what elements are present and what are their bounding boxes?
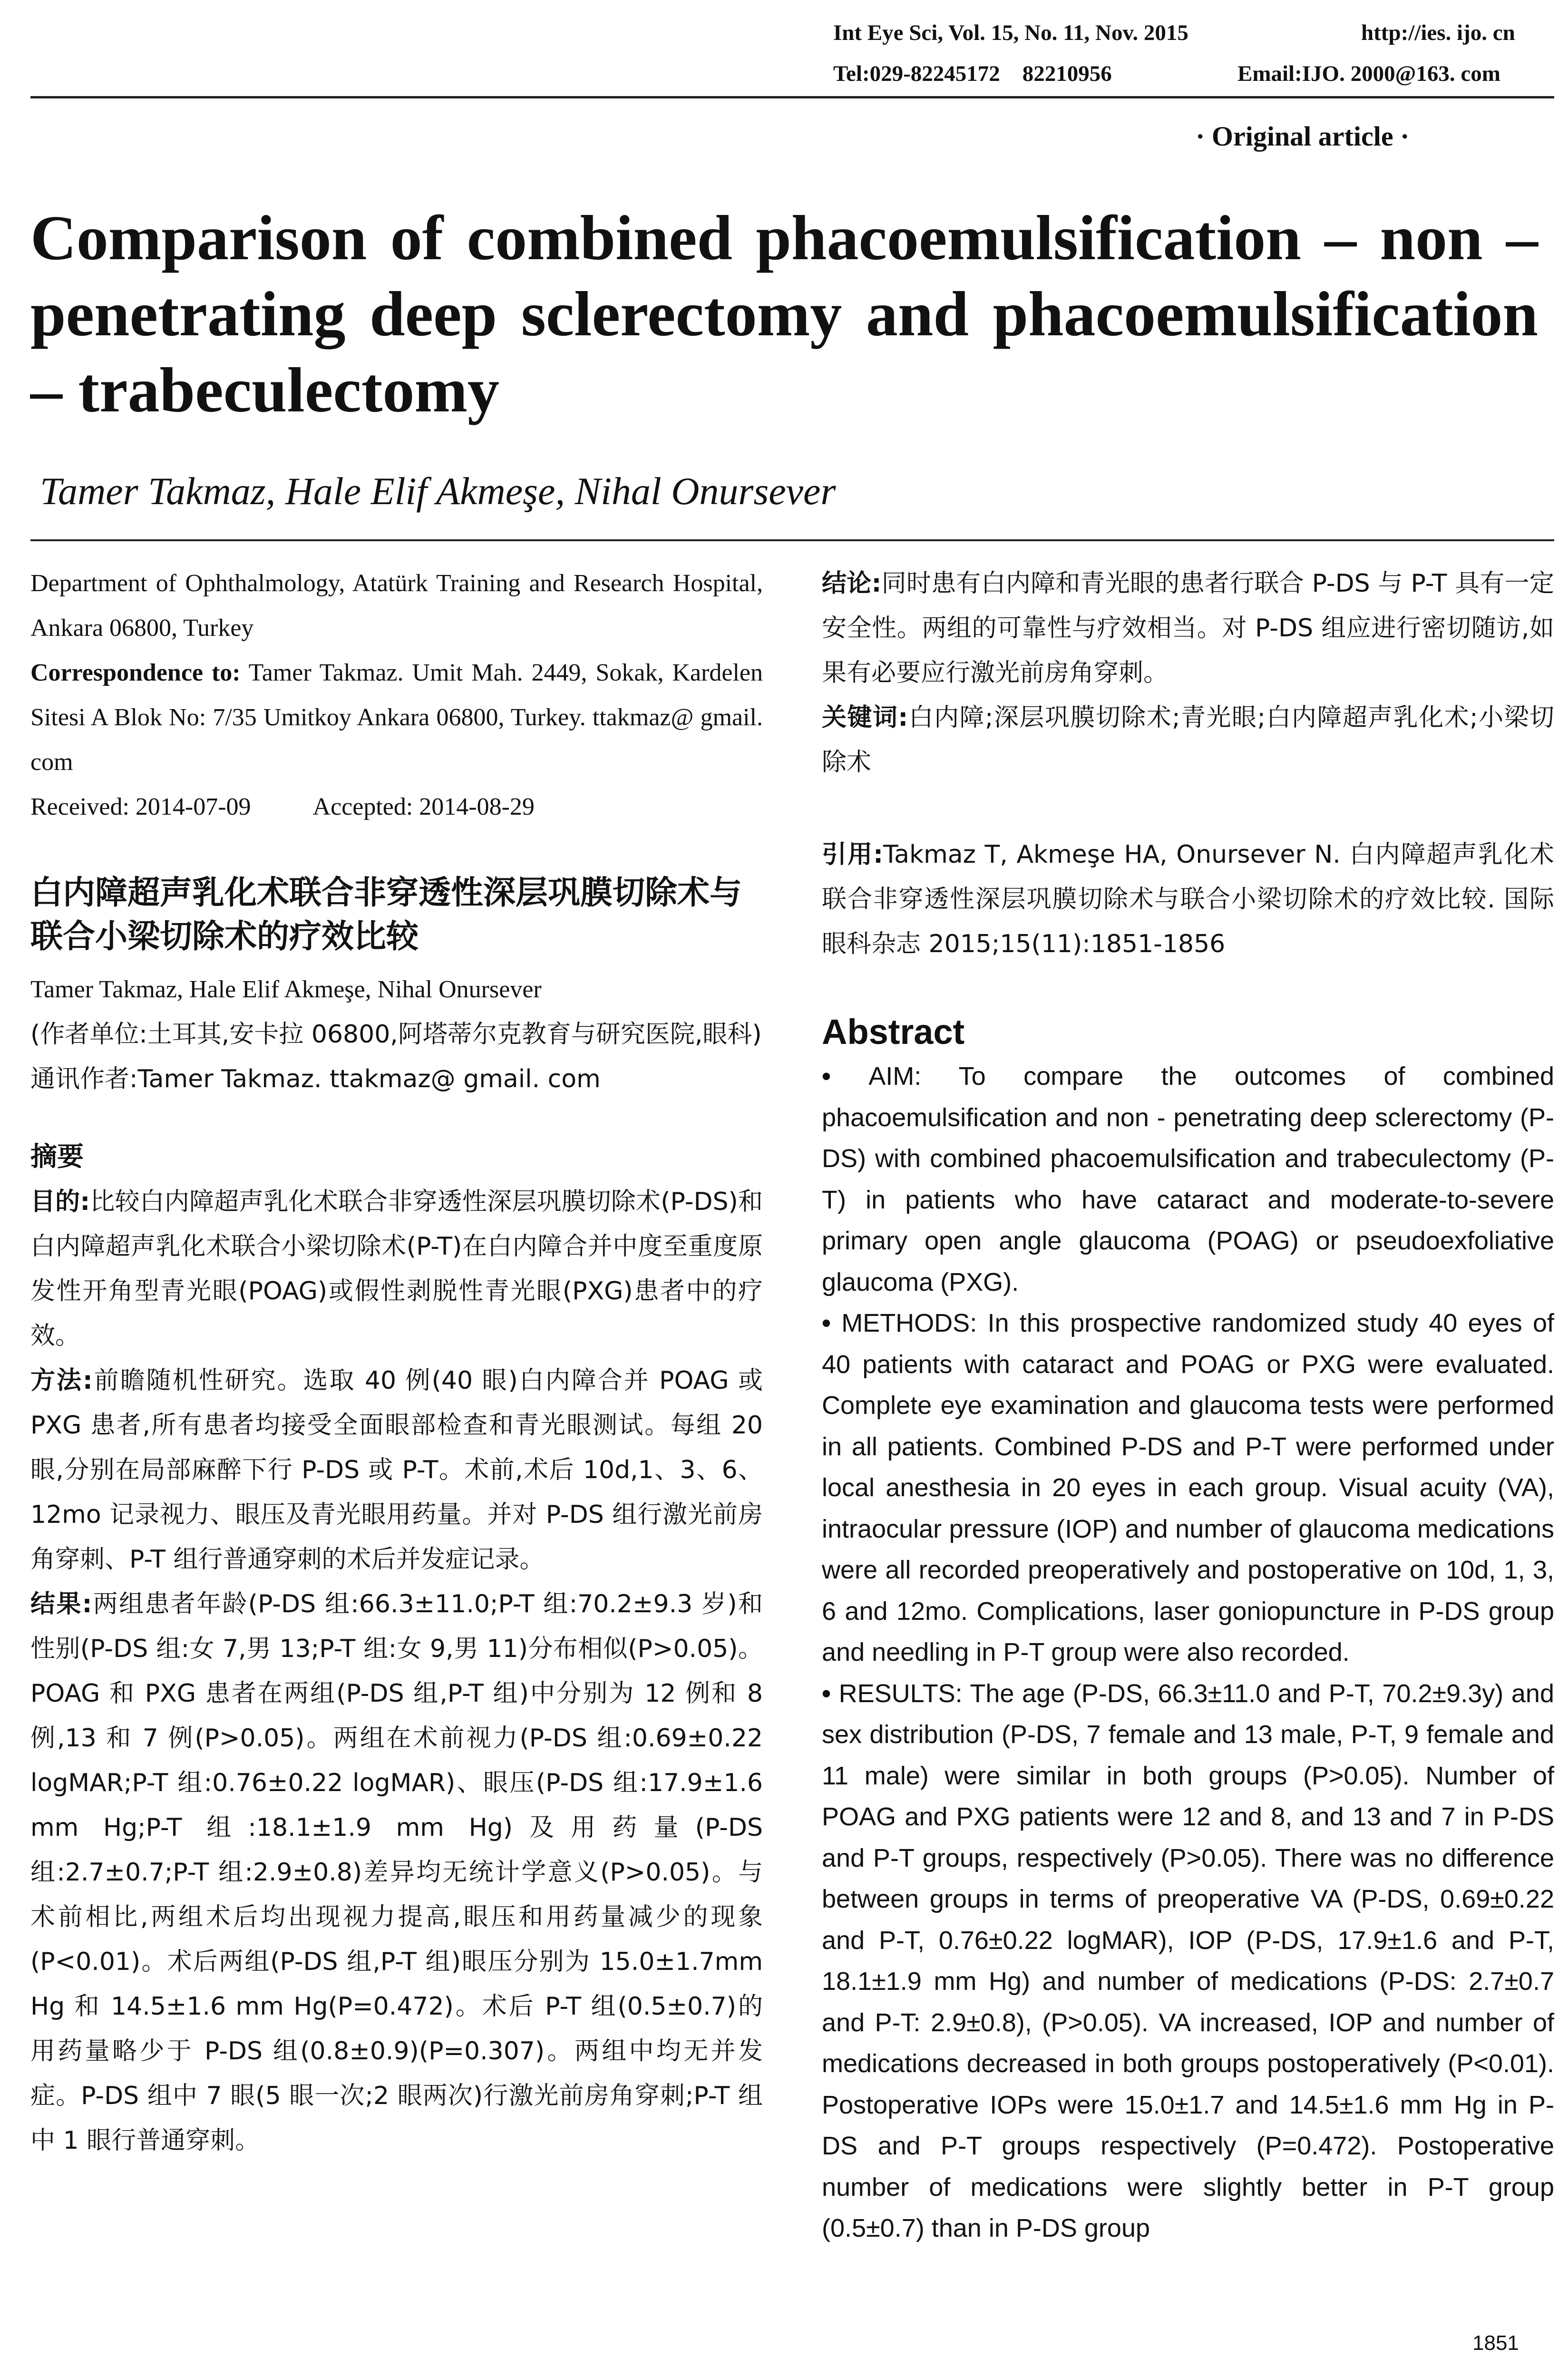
chinese-results-text: 两组患者年龄(P-DS 组:66.3±11.0;P-T 组:70.2±9.3 岁)和性别(P-DS 组:女 7,男 13;P-T 组:女 9,男 11)分布相似(P>0.05)。POAG 和 PXG 患者在两组(P-DS 组,P-T 组)中分别为 12 例和 8 例,13 和 7 例(P>0.05)。两组在术前视力(P-DS 组:0.69±0.22 logMAR;P-T 组:0.76±0.22 logMAR)、眼压(P-DS 组:17.9±1.6 mm Hg;P-T 组:18.1±1.9 mm Hg)及用药量(P-DS 组:2.7±0.7;P-T 组:2.9±0.8)差异均无统计学意义(P>0.05)。与术前相比,两组术后均出现视力提高,眼压和用药量减少的现象(P<0.01)。术后两组(P-DS 组,P-T 组)眼压分别为 15.0±1.7mm Hg 和 14.5±1.6 mm Hg(P=0.472)。术后 P-T 组(0.5±0.7)的用药量略少于 P-DS 组(0.8±0.9)(P=0.307)。两组中均无并发症。P-DS 组中 7 眼(5 眼一次;2 眼两次)行激光前房角穿刺;P-T 组中 1 眼行普通穿刺。: [30, 1590, 763, 2155]
chinese-citation-text: Takmaz T, Akmeşe HA, Onursever N. 白内障超声乳化术联合非穿透性深层巩膜切除术与联合小梁切除术的疗效比较. 国际眼科杂志 2015;15(11):1851-1856: [822, 840, 1554, 958]
chinese-methods-label: 方法:: [30, 1366, 93, 1395]
article-category: · Original article ·: [1196, 121, 1410, 152]
left-column: [30, 561, 763, 2163]
chinese-aim: [30, 1179, 763, 1358]
chinese-conclusion: [822, 561, 1554, 695]
page-number: 1851: [1472, 2331, 1519, 2355]
title-rule: [30, 539, 1554, 541]
journal-email: Email:IJO. 2000@163. com: [1237, 61, 1500, 86]
journal-info: Int Eye Sci, Vol. 15, No. 11, Nov. 2015: [833, 20, 1188, 45]
received-date: Received: 2014-07-09: [30, 793, 251, 820]
chinese-aim-label: 目的:: [30, 1188, 90, 1216]
correspondence: [30, 651, 763, 785]
chinese-aim-text: 比较白内障超声乳化术联合非穿透性深层巩膜切除术(P-DS)和白内障超声乳化术联合小梁切除术(P-T)在白内障合并中度至重度原发性开角型青光眼(POAG)或假性剥脱性青光眼(PXG)患者中的疗效。: [30, 1188, 763, 1350]
journal-tel: Tel:029-82245172 82210956: [833, 61, 1112, 86]
chinese-citation: [822, 832, 1554, 966]
chinese-authors: Tamer Takmaz, Hale Elif Akmeşe, Nihal Onursever: [30, 976, 542, 1003]
dates: [30, 785, 763, 829]
abstract-methods-text: METHODS: In this prospective randomized study 40 eyes of 40 patients with cataract and POAG or PXG were evaluated. Complete eye examination and glaucoma tests were performed in all patients. Combined P-DS and P-T were performed under local anesthesia in 20 eyes in each group. Visual acuity (VA), intraocular pressure (IOP) and number of glaucoma medications were all recorded preoperatively and postoperative on 10d, 1, 3, 6 and 12mo. Complications, laser goniopuncture in P-DS group and needling in P-T group were also recorded.: [822, 1309, 1554, 1666]
chinese-affiliation: (作者单位:土耳其,安卡拉 06800,阿塔蒂尔克教育与研究医院,眼科): [30, 1020, 762, 1049]
chinese-title: 白内障超声乳化术联合非穿透性深层巩膜切除术与联合小梁切除术的疗效比较: [30, 874, 742, 955]
accepted-date: Accepted: 2014-08-29: [312, 793, 535, 820]
chinese-keywords-text: 白内障;深层巩膜切除术;青光眼;白内障超声乳化术;小梁切除术: [822, 703, 1554, 777]
chinese-keywords: [822, 695, 1554, 785]
chinese-methods-text: 前瞻随机性研究。选取 40 例(40 眼)白内障合并 POAG 或 PXG 患者,所有患者均接受全面眼部检查和青光眼测试。每组 20 眼,分别在局部麻醉下行 P-DS 或 P-T。术前,术后 10d,1、3、6、12mo 记录视力、眼压及青光眼用药量。并对 P-DS 组行激光前房角穿刺、P-T 组行普通穿刺的术后并发症记录。: [30, 1366, 763, 1574]
chinese-conclusion-label: 结论:: [822, 569, 882, 598]
article-authors: Tamer Takmaz, Hale Elif Akmeşe, Nihal Onursever: [40, 469, 836, 513]
chinese-abstract-heading: 摘要: [30, 1141, 84, 1172]
article-title: Comparison of combined phacoemulsification – non – penetrating deep sclerectomy and phacoemulsification – trabeculectomy: [30, 203, 1538, 425]
chinese-correspondence: 通讯作者:Tamer Takmaz. ttakmaz@ gmail. com: [30, 1065, 601, 1093]
abstract-heading: Abstract: [822, 1012, 965, 1052]
chinese-methods: [30, 1358, 763, 1582]
bullet-icon: •: [822, 1309, 842, 1337]
abstract-results-text: RESULTS: The age (P-DS, 66.3±11.0 and P-T, 70.2±9.3y) and sex distribution (P-DS, 7 female and 13 male, P-T, 9 female and 11 male) were similar in both groups (P>0.05). Number of POAG and PXG patients were 12 and 8, and 13 and 7 in P-DS and P-T groups, respectively (P>0.05). There was no difference between groups in terms of preoperative VA (P-DS, 0.69±0.22 and P-T, 0.76±0.22 logMAR), IOP (P-DS, 17.9±1.6 and P-T, 18.1±1.9 mm Hg) and number of medications (P-DS: 2.7±0.7 and P-T: 2.9±0.8), (P>0.05). VA increased, IOP and number of medications decreased in both groups postoperatively (P<0.01). Postoperative IOPs were 15.0±1.7 and 14.5±1.6 mm Hg in P-DS and P-T groups respectively (P=0.472). Postoperative number of medications were slightly better in P-T group (0.5±0.7) than in P-DS group: [822, 1679, 1554, 2242]
chinese-keywords-label: 关键词:: [822, 703, 908, 732]
chinese-results-label: 结果:: [30, 1590, 92, 1618]
chinese-results: [30, 1582, 763, 2163]
abstract-aim-text: AIM: To compare the outcomes of combined phacoemulsification and non - penetrating deep sclerectomy (P-DS) with combined phacoemulsification and trabeculectomy (P-T) in patients who have cataract and moderate-to-severe primary open angle glaucoma (POAG) or pseudoexfoliative glaucoma (PXG).: [822, 1062, 1554, 1296]
correspondence-text: Tamer Takmaz. Umit Mah. 2449, Sokak, Kardelen Sitesi A Blok No: 7/35 Umitkoy Ankara 06800, Turkey. ttakmaz@ gmail. com: [30, 659, 763, 776]
abstract-methods: [822, 1303, 1554, 1673]
abstract-results: [822, 1673, 1554, 2249]
bullet-icon: •: [822, 1062, 869, 1091]
chinese-citation-label: 引用:: [822, 840, 883, 869]
chinese-conclusion-text: 同时患有白内障和青光眼的患者行联合 P-DS 与 P-T 具有一定安全性。两组的可靠性与疗效相当。对 P-DS 组应进行密切随访,如果有必要应行激光前房角穿刺。: [822, 569, 1554, 687]
right-column: [822, 561, 1554, 2249]
abstract-aim: [822, 1056, 1554, 1303]
journal-url: http://ies. ijo. cn: [1361, 20, 1515, 45]
affiliation-department: Department of Ophthalmology, Atatürk Training and Research Hospital, Ankara 06800, Turkey: [30, 570, 763, 642]
bullet-icon: •: [822, 1679, 839, 1708]
header-rule: [30, 96, 1554, 98]
correspondence-label: Correspondence to:: [30, 659, 241, 686]
